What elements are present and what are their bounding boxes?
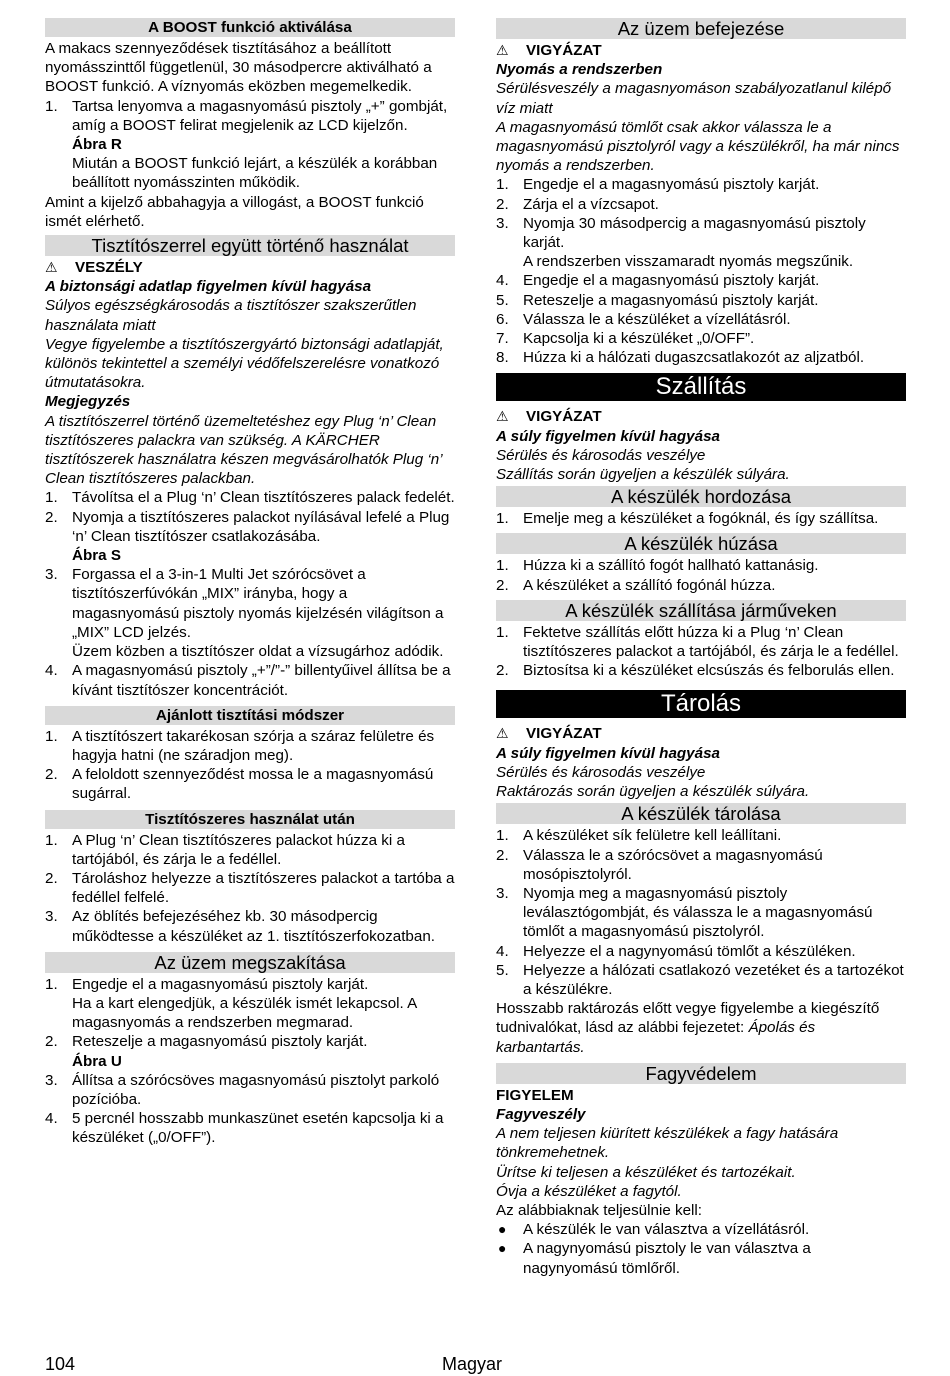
caution-title: Nyomás a rendszerben bbox=[496, 61, 663, 79]
list-item: 1. Távolítsa el a Plug ‘n’ Clean tisztítószeres palack fedelét. bbox=[45, 489, 455, 507]
heading-carry: A készülék hordozása bbox=[496, 486, 906, 507]
danger-title: A biztonsági adatlap figyelmen kívül hagyása bbox=[45, 278, 372, 296]
heading-finish: Az üzem befejezése bbox=[496, 18, 906, 39]
caution-text-2: Szállítás során ügyeljen a készülék súlyára. bbox=[496, 466, 790, 484]
list-item: 2. A készüléket a szállító fogónál húzza. bbox=[496, 576, 776, 594]
warning-triangle-icon: ⚠ bbox=[496, 408, 509, 425]
heading-pull: A készülék húzása bbox=[496, 533, 906, 554]
caution-text-2: Raktározás során ügyeljen a készülék súlyára. bbox=[496, 783, 810, 801]
cleaner-steps bbox=[45, 488, 455, 699]
list-item: 4. Helyezze el a nagynyomású tömlőt a készüléken. bbox=[496, 942, 856, 960]
notice-label: FIGYELEM bbox=[496, 1086, 574, 1104]
list-item: 7. Kapcsolja ki a készüléket „0/OFF”. bbox=[496, 330, 755, 348]
right-column bbox=[496, 18, 906, 1278]
left-column bbox=[45, 18, 455, 1148]
step-note: Üzem közben a tisztítószer oldat a vízsugárhoz adódik. bbox=[72, 643, 444, 661]
note-text: A tisztítószerrel történő üzemeltetéshez egy Plug ‘n’ Clean tisztítószeres palackra van szükség. A KÄRCHER tisztítószerek használatra készen megvásárolhatók Plug ‘n’ Clean tisztítószeres palackban. bbox=[45, 412, 442, 488]
caution-title: A súly figyelmen kívül hagyása bbox=[496, 427, 720, 445]
step-note: Ha a kart elengedjük, a készülék ismét lekapcsol. A magasnyomás a rendszerben megmarad. bbox=[72, 994, 417, 1032]
carry-steps bbox=[496, 509, 906, 528]
heading-vehicle: A készülék szállítása járműveken bbox=[496, 600, 906, 621]
list-item: ● A készülék le van választva a vízellátásról. bbox=[498, 1221, 810, 1239]
figure-ref: Ábra U bbox=[72, 1052, 122, 1070]
list-item: 4. A magasnyomású pisztoly „+”/”-” billentyűivel állítsa be a kívánt tisztítószer koncentrációt. bbox=[45, 662, 451, 699]
danger-label: ⚠ VESZÉLY bbox=[45, 259, 143, 277]
list-item: 2. Reteszelje a magasnyomású pisztoly karját. Ábra U bbox=[45, 1032, 455, 1070]
caution-text-1: Sérülés és károsodás veszélye bbox=[496, 446, 706, 464]
heading-frost: Fagyvédelem bbox=[496, 1063, 906, 1084]
list-item: 6. Válassza le a készüléket a vízellátásról. bbox=[496, 310, 791, 328]
list-item: 1. A tisztítószert takarékosan szórja a száraz felületre és hagyja hatni (ne száradjon meg). bbox=[45, 727, 435, 764]
boost-outro: Amint a kijelző abbahagyja a villogást, a BOOST funkció ismét elérhető. bbox=[45, 193, 424, 230]
heading-transport: Szállítás bbox=[496, 373, 906, 401]
list-item: ● A nagynyomású pisztoly le van választva a nagynyomású tömlőről. bbox=[498, 1240, 811, 1277]
notice-text-3: Óvja a készüléket a fagytól. bbox=[496, 1182, 682, 1200]
list-item: 5. Reteszelje a magasnyomású pisztoly karját. bbox=[496, 291, 819, 309]
warning-triangle-icon: ⚠ bbox=[496, 725, 509, 742]
cross-reference: Ápolás és karbantartás. bbox=[496, 1019, 816, 1056]
page-number: 104 bbox=[45, 1354, 76, 1374]
method-steps bbox=[45, 727, 455, 804]
list-item: 1. Fektetve szállítás előtt húzza ki a Plug ‘n’ Clean tisztítószeres palackot a tartójából, és zárja le a fedéllel. bbox=[496, 623, 899, 661]
warning-triangle-icon: ⚠ bbox=[45, 259, 58, 276]
note-title: Megjegyzés bbox=[45, 393, 131, 411]
boost-steps bbox=[45, 97, 455, 193]
interrupt-steps bbox=[45, 975, 455, 1148]
list-item: 8. Húzza ki a hálózati dugaszcsatlakozót az aljzatból. bbox=[496, 349, 865, 367]
list-item: 1. A készüléket sík felületre kell leállítani. bbox=[496, 827, 782, 845]
list-item: 3. Nyomja 30 másodpercig a magasnyomású pisztoly karját. A rendszerben visszamaradt nyomás megszűnik. bbox=[496, 214, 906, 272]
figure-ref: Ábra R bbox=[72, 136, 122, 154]
finish-steps bbox=[496, 175, 906, 367]
list-item: 2. Zárja el a vízcsapot. bbox=[496, 195, 659, 213]
heading-store: A készülék tárolása bbox=[496, 803, 906, 824]
store-steps bbox=[496, 826, 906, 999]
pull-steps bbox=[496, 556, 906, 594]
warning-triangle-icon: ⚠ bbox=[496, 42, 509, 58]
frost-condition: Az alábbiaknak teljesülnie kell: bbox=[496, 1201, 702, 1219]
heading-method: Ajánlott tisztítási módszer bbox=[45, 706, 455, 725]
list-item: 2. Válassza le a szórócsövet a magasnyomású mosópisztolyról. bbox=[496, 846, 823, 883]
boost-intro: A makacs szennyeződések tisztításához a beállított nyomásszinttől függetlenül, 30 másodpercre aktiválható a BOOST funkció. A víznyomás eközben megemelkedik. bbox=[45, 40, 432, 96]
heading-boost: A BOOST funkció aktiválása bbox=[45, 18, 455, 37]
notice-text-1: A nem teljesen kiürített készülékek a fagy hatására tönkremehetnek. bbox=[496, 1125, 839, 1162]
store-outro: Hosszabb raktározás előtt vegye figyelembe a kiegészítő tudnivalókat, lásd az alábbi fejezetet: Ápolás és karbantartás. bbox=[496, 1000, 880, 1056]
list-item: 3. Forgassa el a 3-in-1 Multi Jet szórócsövet a tisztítószerfúvókán „MIX” irányba, hogy a magasnyomású pisztoly nyomás kijelzésén világítson a „MIX” LCD jelzés. Üzem közben a tisztítószer oldat a vízsugárhoz adódik. bbox=[45, 565, 455, 661]
heading-after: Tisztítószeres használat után bbox=[45, 810, 455, 829]
caution-text-1: Sérülésveszély a magasnyomáson szabályozatlanul kilépő víz miatt bbox=[496, 80, 892, 117]
danger-text-2: Vegye figyelembe a tisztítószergyártó biztonsági adatlapját, különös tekintettel a személyi védőfelszerelésre vonatkozó útmutatásokra. bbox=[45, 335, 444, 392]
step-note: A rendszerben visszamaradt nyomás megszűnik. bbox=[523, 253, 854, 271]
list-item: 5. Helyezze a hálózati csatlakozó vezetéket és a tartozékot a készülékre. bbox=[496, 961, 904, 998]
list-item: 4. Engedje el a magasnyomású pisztoly karját. bbox=[496, 272, 820, 290]
list-item: 2. Biztosítsa ki a készüléket elcsúszás és felborulás ellen. bbox=[496, 662, 895, 680]
list-item: 3. Az öblítés befejezéséhez kb. 30 másodpercig működtesse a készüléket az 1. tisztítószerfokozatban. bbox=[45, 908, 435, 945]
after-steps bbox=[45, 831, 455, 946]
figure-ref: Ábra S bbox=[72, 547, 121, 565]
heading-storage: Tárolás bbox=[496, 690, 906, 718]
bullet-icon: ● bbox=[498, 1240, 507, 1257]
list-item: 3. Állítsa a szórócsöves magasnyomású pisztolyt parkoló pozícióba. bbox=[45, 1071, 440, 1108]
heading-cleaner: Tisztítószerrel együtt történő használat bbox=[45, 235, 455, 256]
list-item: 1. Engedje el a magasnyomású pisztoly karját. Ha a kart elengedjük, a készülék ismét lekapcsol. A magasnyomás a rendszerben megmarad. bbox=[45, 975, 455, 1033]
bullet-icon: ● bbox=[498, 1221, 507, 1238]
frost-bullets bbox=[496, 1220, 906, 1278]
vehicle-steps bbox=[496, 623, 906, 681]
list-item: 4. 5 percnél hosszabb munkaszünet esetén kapcsolja ki a készüléket („0/OFF”). bbox=[45, 1110, 444, 1147]
list-item: 1. A Plug ‘n’ Clean tisztítószeres palackot húzza ki a tartójából, és zárja le a fedéllel. bbox=[45, 831, 405, 868]
step-note: Miután a BOOST funkció lejárt, a készülék a korábban beállított nyomásszinten működik. bbox=[72, 155, 438, 192]
list-item: 2. A feloldott szennyeződést mossa le a magasnyomású sugárral. bbox=[45, 766, 434, 803]
list-item: 2. Tároláshoz helyezze a tisztítószeres palackot a tartóba a fedéllel felfelé. bbox=[45, 869, 455, 907]
danger-text-1: Súlyos egészségkárosodás a tisztítószer szakszerűtlen használata miatt bbox=[45, 297, 417, 334]
caution-text-1: Sérülés és károsodás veszélye bbox=[496, 763, 706, 781]
list-item: 1. Tartsa lenyomva a magasnyomású pisztoly „+” gombját, amíg a BOOST felirat megjelenik az LCD kijelzőn. Ábra R Miután a BOOST funkció lejárt, a készülék a korábban beállított nyomásszinten működik. bbox=[45, 97, 455, 193]
list-item: 3. Nyomja meg a magasnyomású pisztoly leválasztógombját, és válassza le a magasnyomású tömlőt a magasnyomású pisztolyról. bbox=[496, 884, 873, 941]
footer-language: Magyar bbox=[442, 1354, 503, 1374]
list-item: 2. Nyomja a tisztítószeres palackot nyílásával lefelé a Plug ‘n’ Clean tisztítószer csatlakozásába. Ábra S bbox=[45, 508, 455, 566]
notice-title: Fagyveszély bbox=[496, 1105, 586, 1123]
list-item: 1. Emelje meg a készüléket a fogóknál, és így szállítsa. bbox=[496, 510, 879, 528]
caution-label: ⚠ VIGYÁZAT bbox=[496, 42, 602, 59]
caution-text-2: A magasnyomású tömlőt csak akkor válassza le a magasnyomású pisztolyról vagy a készülékről, ha már nincs nyomás a rendszerben. bbox=[496, 118, 900, 175]
caution-title: A súly figyelmen kívül hagyása bbox=[496, 744, 720, 762]
notice-text-2: Ürítse ki teljesen a készüléket és tartozékait. bbox=[496, 1163, 796, 1181]
caution-label: ⚠ VIGYÁZAT bbox=[496, 408, 602, 426]
caution-label: ⚠ VIGYÁZAT bbox=[496, 725, 602, 743]
list-item: 1. Engedje el a magasnyomású pisztoly karját. bbox=[496, 176, 820, 194]
list-item: 1. Húzza ki a szállító fogót hallható kattanásig. bbox=[496, 557, 819, 575]
heading-interrupt: Az üzem megszakítása bbox=[45, 952, 455, 973]
